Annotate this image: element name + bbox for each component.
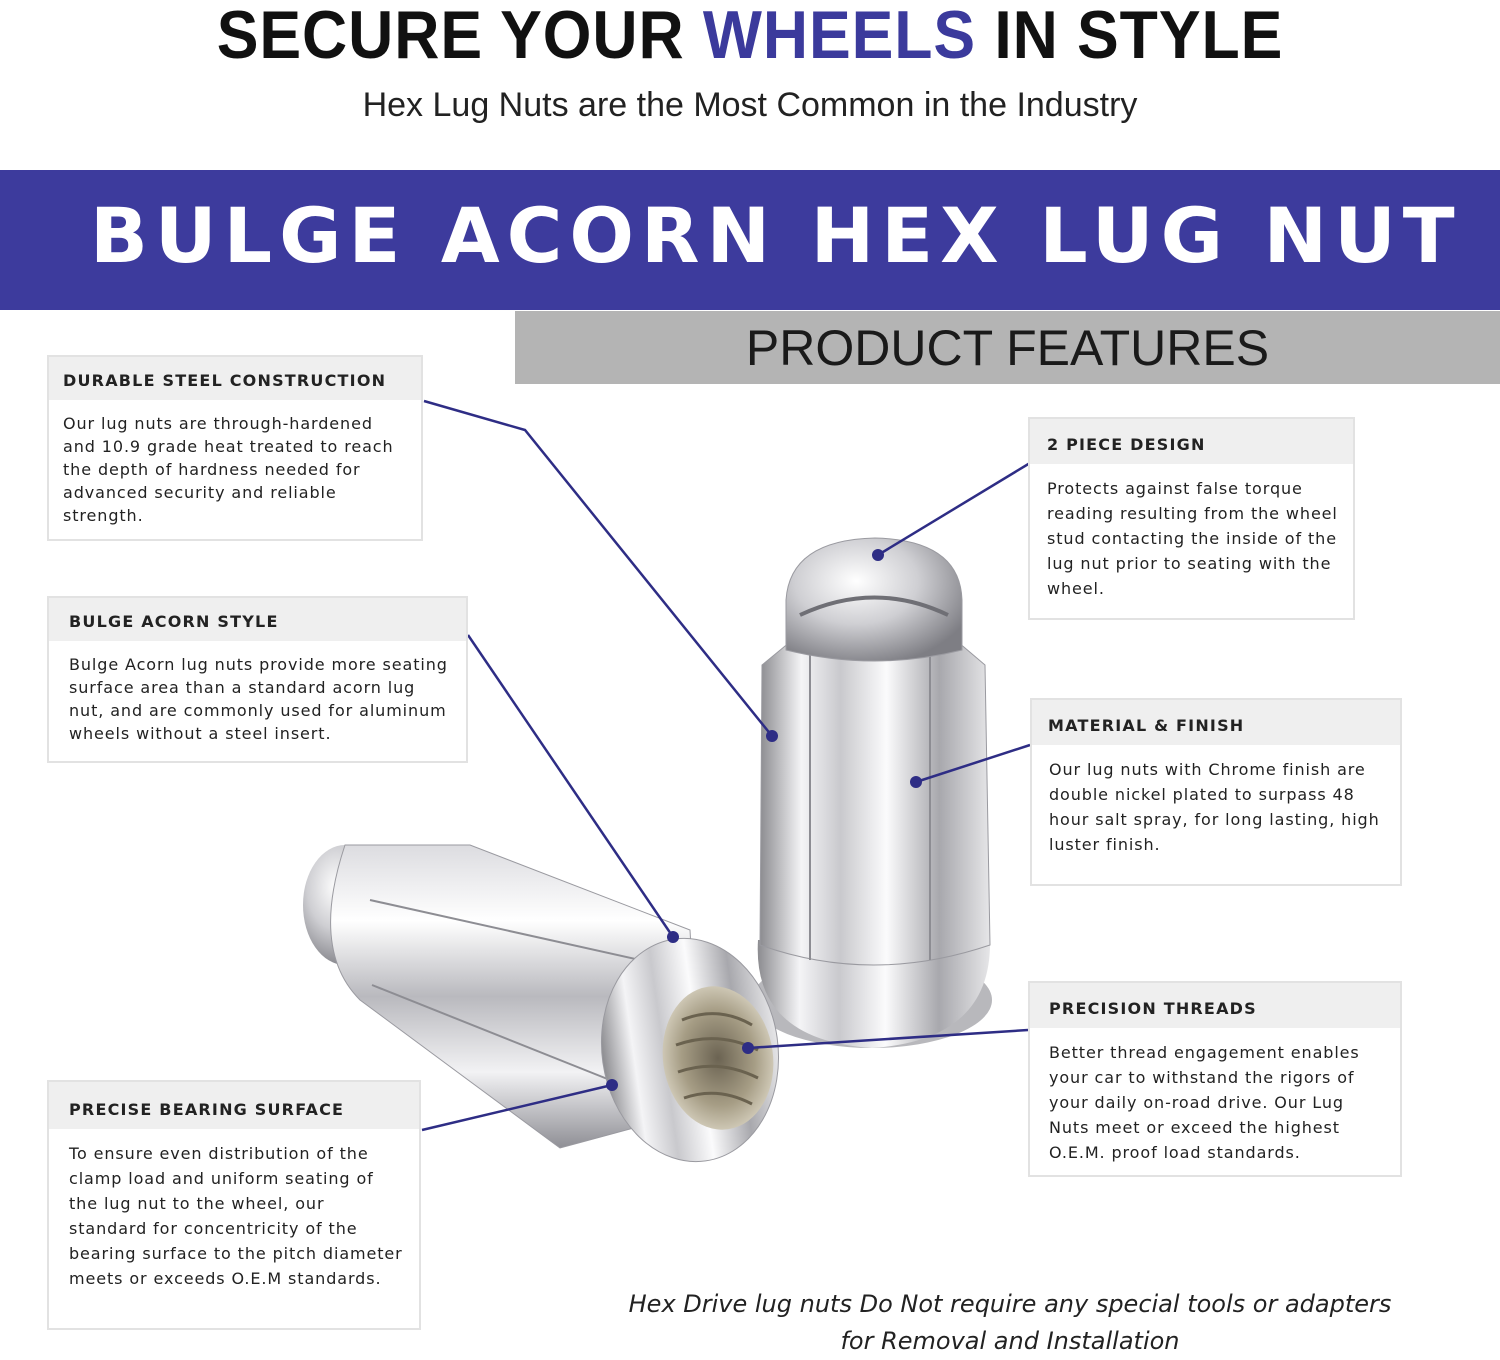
footnote bbox=[590, 1286, 1430, 1360]
headline-accent: WHEELS bbox=[702, 0, 977, 73]
feature-title: 2 PIECE DESIGN bbox=[1030, 419, 1353, 464]
callout-dot bbox=[910, 776, 922, 788]
feature-body: Bulge Acorn lug nuts provide more seating surface area than a standard acorn lug nut, and are commonly used for aluminum wheels without a steel insert. bbox=[69, 655, 448, 743]
callout-dot bbox=[766, 730, 778, 742]
feature-card-bearing-surface bbox=[47, 1080, 421, 1330]
callout-line-durable-steel bbox=[424, 401, 772, 736]
feature-body: Better thread engagement enables your car to withstand the rigors of your daily on-road drive. Our Lug Nuts meet or exceed the highest O.E.M. proof load standards. bbox=[1049, 1043, 1360, 1162]
feature-title: DURABLE STEEL CONSTRUCTION bbox=[49, 357, 421, 400]
feature-title: BULGE ACORN STYLE bbox=[49, 598, 466, 641]
feature-card-two-piece bbox=[1028, 417, 1355, 620]
feature-body: Protects against false torque reading resulting from the wheel stud contacting the inside of the lug nut prior to seating with the wheel. bbox=[1047, 479, 1338, 598]
standing-nut-hex bbox=[760, 642, 990, 965]
feature-body: Our lug nuts are through-hardened and 10.9 grade heat treated to reach the depth of hardness needed for advanced security and reliable strength. bbox=[63, 414, 394, 525]
features-title: PRODUCT FEATURES bbox=[745, 320, 1270, 376]
callout-dot bbox=[606, 1079, 618, 1091]
feature-card-material-finish bbox=[1030, 698, 1402, 886]
callout-dot bbox=[667, 931, 679, 943]
headline-before: SECURE YOUR bbox=[216, 0, 703, 73]
feature-title: PRECISION THREADS bbox=[1030, 983, 1400, 1028]
subheadline: Hex Lug Nuts are the Most Common in the Industry bbox=[362, 86, 1138, 124]
feature-card-precision-threads bbox=[1028, 981, 1402, 1177]
feature-card-durable-steel bbox=[47, 355, 423, 541]
footnote-line-2: for Removal and Installation bbox=[840, 1327, 1180, 1355]
callout-dot bbox=[742, 1042, 754, 1054]
feature-card-bulge-acorn bbox=[47, 596, 468, 763]
banner-title: BULGE ACORN HEX LUG NUT bbox=[90, 191, 1462, 280]
headline-after: IN STYLE bbox=[976, 0, 1284, 73]
callout-dot bbox=[872, 549, 884, 561]
standing-lug-nut bbox=[752, 538, 992, 1048]
feature-body: To ensure even distribution of the clamp load and uniform seating of the lug nut to the wheel, our standard for concentricity of the bearing surface to the pitch diameter meets or exceeds O.E.M standards. bbox=[69, 1144, 403, 1288]
feature-body: Our lug nuts with Chrome finish are double nickel plated to surpass 48 hour salt spray, for long lasting, high luster finish. bbox=[1049, 760, 1380, 854]
callout-line-two-piece bbox=[878, 463, 1030, 555]
feature-title: PRECISE BEARING SURFACE bbox=[49, 1082, 419, 1129]
footnote-line-1: Hex Drive lug nuts Do Not require any special tools or adapters bbox=[628, 1290, 1392, 1318]
feature-title: MATERIAL & FINISH bbox=[1032, 700, 1400, 745]
